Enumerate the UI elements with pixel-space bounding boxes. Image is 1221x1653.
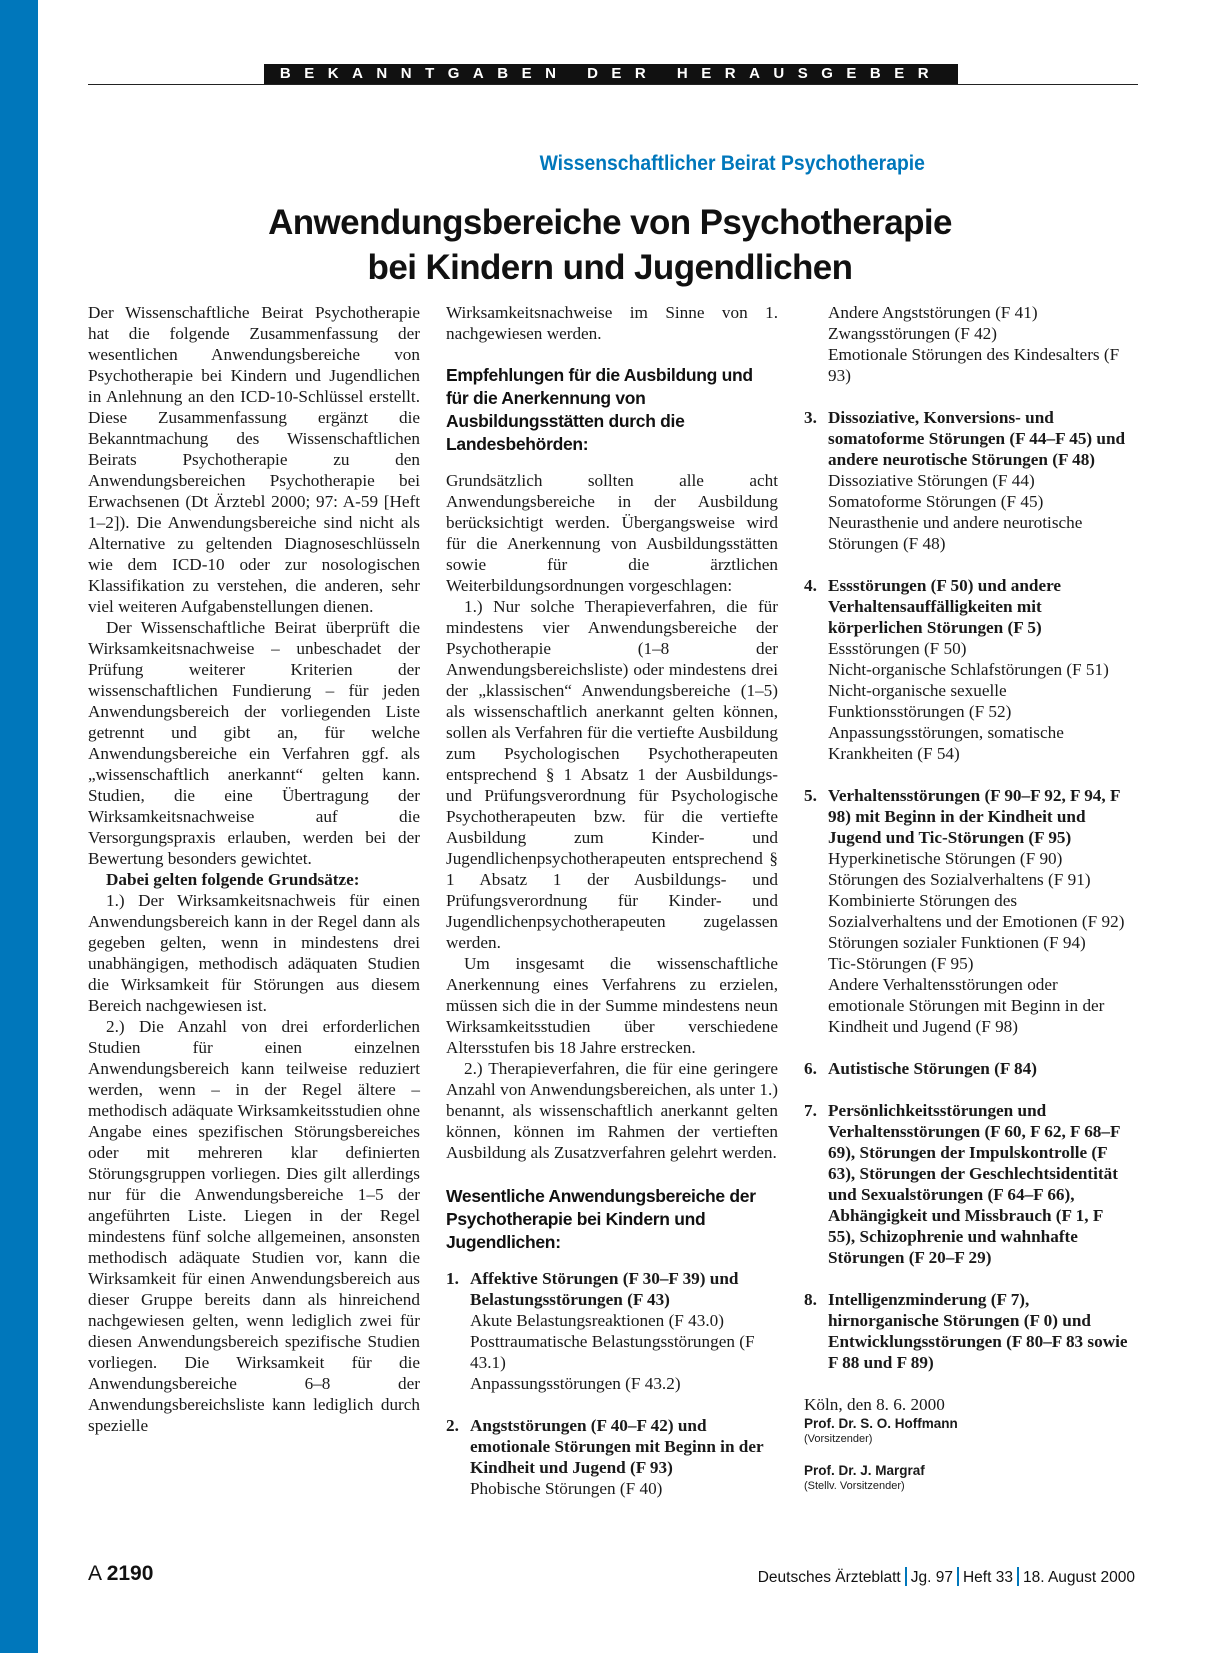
areas-list-part-2: [804, 302, 1134, 1373]
signatory-1-name: Prof. Dr. S. O. Hoffmann: [804, 1416, 958, 1431]
item-sub: Nicht-organische Schlafstörungen (F 51): [828, 660, 1109, 679]
signatory-2-name: Prof. Dr. J. Margraf: [804, 1463, 925, 1478]
item-sub: Phobische Störungen (F 40): [470, 1479, 663, 1498]
item-sub: Hyperkinetische Störungen (F 90): [828, 849, 1063, 868]
place-date: Köln, den 8. 6. 2000: [804, 1395, 945, 1414]
rule-1: 1.) Der Wirksamkeitsnachweis für einen Anwendungsbereich kann in der Regel dann als gegeben gelten, wenn in mindestens drei unabhängigen, methodisch adäquaten Studien die Wirksamkeit für Störungen aus diesem Bereich nachgewiesen ist.: [88, 891, 420, 1015]
list-item: [804, 785, 1134, 1037]
list-item: [446, 1415, 778, 1499]
item-sub: Neurasthenie und andere neurotische Störungen (F 48): [828, 513, 1083, 553]
page-number: [88, 1562, 153, 1586]
item-number: 1.: [446, 1269, 459, 1288]
footer-separator: [905, 1567, 907, 1586]
item-category: Affektive Störungen (F 30–F 39) und Belastungsstörungen (F 43): [470, 1269, 739, 1309]
item-sub: Nicht-organische sexuelle Funktionsstörungen (F 52): [828, 681, 1012, 721]
training-heading: Empfehlungen für die Ausbildung und für die Anerkennung von Ausbildungsstätten durch die Landesbehörden:: [446, 365, 753, 454]
page-prefix: A: [88, 1562, 101, 1585]
training-paragraph-3: Um insgesamt die wissenschaftliche Anerkennung eines Verfahrens zu erzielen, müssen sich die in der Summe mindestens neun Wirksamkeitsstudien über verschiedene Altersstufen bis 18 Jahre erstrecken.: [446, 954, 778, 1057]
item-sub: Kombinierte Störungen des Sozialverhaltens und der Emotionen (F 92): [828, 891, 1125, 931]
item-number: 5.: [804, 786, 817, 805]
blue-sidebar-bar: [0, 0, 38, 1653]
footer-separator: [1017, 1567, 1019, 1586]
journal-issue: Heft 33: [962, 1569, 1013, 1586]
list-item-continued: [804, 302, 1134, 386]
column-2: [446, 302, 778, 1520]
item-category: Intelligenzminderung (F 7), hirnorganische Störungen (F 0) und Entwicklungsstörungen (F 80–F 83 sowie F 88 und F 89): [828, 1290, 1128, 1372]
item-sub: Andere Angststörungen (F 41): [828, 303, 1038, 322]
item-sub: Essstörungen (F 50): [828, 639, 967, 658]
column-3: [804, 302, 1134, 1509]
item-number: 2.: [446, 1416, 459, 1435]
training-paragraph-4: 2.) Therapieverfahren, die für eine geringere Anzahl von Anwendungsbereichen, als unter 1.) benannt, als wissenschaftlich anerkannt gelten können, können im Rahmen der vertieften Ausbildung als Zusatzverfahren gelehrt werden.: [446, 1059, 778, 1162]
item-category: Angststörungen (F 40–F 42) und emotionale Störungen mit Beginn in der Kindheit und Jugend (F 93): [470, 1416, 764, 1477]
item-category: Essstörungen (F 50) und andere Verhaltensauffälligkeiten mit körperlichen Störungen (F 5): [828, 576, 1062, 637]
item-sub: Störungen sozialer Funktionen (F 94): [828, 933, 1086, 952]
item-sub: Posttraumatische Belastungsstörungen (F 43.1): [470, 1332, 755, 1372]
item-category: Verhaltensstörungen (F 90–F 92, F 94, F 98) mit Beginn in der Kindheit und Jugend und Tic-Störungen (F 95): [828, 786, 1120, 847]
item-sub: Emotionale Störungen des Kindesalters (F 93): [828, 345, 1120, 385]
article-kicker: Wissenschaftlicher Beirat Psychotherapie: [539, 152, 925, 175]
item-sub: Tic-Störungen (F 95): [828, 954, 974, 973]
item-category: Persönlichkeitsstörungen und Verhaltensstörungen (F 60, F 62, F 68–F 69), Störungen der Impulskontrolle (F 63), Störungen der Geschlechtsidentität und Sexualstörungen (F 64–F 66), Abhängigkeit und Missbrauch (F 1, F 55), Schizophrenie und wahnhafte Störungen (F 20–F 29): [828, 1101, 1120, 1267]
section-banner: BEKANNTGABEN DER HERAUSGEBER: [264, 64, 958, 84]
areas-heading: Wesentliche Anwendungsbereiche der Psychotherapie bei Kindern und Jugendlichen:: [446, 1186, 756, 1252]
item-sub: Störungen des Sozialverhaltens (F 91): [828, 870, 1091, 889]
signatory-1-role: (Vorsitzender): [804, 1433, 873, 1445]
list-item: [804, 407, 1134, 554]
journal-name: Deutsches Ärzteblatt: [757, 1569, 901, 1586]
article-title: [250, 200, 970, 290]
item-sub: Andere Verhaltensstörungen oder emotionale Störungen mit Beginn in der Kindheit und Jugend (F 98): [828, 975, 1105, 1036]
item-number: 8.: [804, 1290, 817, 1309]
rule-2: 2.) Die Anzahl von drei erforderlichen Studien für einen einzelnen Anwendungsbereich kann teilweise reduziert werden, wenn – in der Regel ältere – methodisch adäquate Wirksamkeitsstudien ohne Angabe eines spezifischen Störungsbereiches oder mit mehreren klar definierten Störungsgruppen vorliegen. Dies gilt allerdings nur für die Anwendungsbereiche 1–5 der angeführten Liste. Liegen in der Regel mindestens fünf solche allgemeinen, ansonsten methodisch adäquate Studien vor, kann die Wirksamkeit für einen Anwendungsbereich aus dieser Gruppe bereits dann als hinreichend nachgewiesen gelten, wenn lediglich zwei für diesen Anwendungsbereich spezifische Studien vorliegen. Die Wirksamkeit für die Anwendungsbereiche 6–8 der Anwendungsbereichsliste kann lediglich durch spezielle: [88, 1017, 420, 1435]
item-sub: Dissoziative Störungen (F 44): [828, 471, 1035, 490]
paragraph-review: Der Wissenschaftliche Beirat überprüft die Wirksamkeitsnachweise – unbeschadet der Prüfung weiterer Kriterien der wissenschaftlichen Fundierung – für jeden Anwendungsbereich der vorliegenden Liste getrennt und gibt an, für welche Anwendungsbereiche ein Verfahren ggf. als „wissenschaftlich anerkannt“ gelten kann. Studien, die eine Übertragung der Wirksamkeitsnachweise auf die Versorgungspraxis erlauben, werden bei der Bewertung besonders gewichtet.: [88, 618, 420, 868]
item-number: 7.: [804, 1101, 817, 1120]
training-paragraph-2: 1.) Nur solche Therapieverfahren, die für mindestens vier Anwendungsbereiche der Psychotherapie (1–8 der Anwendungsbereichsliste) oder mindestens drei der „klassischen“ Anwendungsbereiche (1–5) als wissenschaftlich anerkannt gelten können, sollen als Verfahren für die vertiefte Ausbildung zum Psychologischen Psychotherapeuten entsprechend § 1 Absatz 1 der Ausbildungs- und Prüfungsverordnung für Psychologische Psychotherapeuten bzw. für die vertiefte Ausbildung zum Kinder- und Jugendlichenpsychotherapeuten entsprechend § 1 Absatz 1 der Ausbildungs- und Prüfungsverordnung für Kinder- und Jugendlichenpsychotherapeuten zugelassen werden.: [446, 597, 778, 952]
rules-heading: Dabei gelten folgende Grundsätze:: [106, 870, 360, 889]
paragraph-continued: Wirksamkeitsnachweise im Sinne von 1. nachgewiesen werden.: [446, 303, 778, 343]
list-item: [804, 1289, 1134, 1373]
item-sub: Zwangsstörungen (F 42): [828, 324, 997, 343]
journal-footer: [758, 1567, 1135, 1587]
areas-list-part-1: [446, 1268, 778, 1499]
item-sub: Anpassungsstörungen (F 43.2): [470, 1374, 681, 1393]
title-line-2: bei Kindern und Jugendlichen: [367, 248, 853, 287]
list-item: [804, 575, 1134, 764]
signatory-2-role: (Stellv. Vorsitzender): [804, 1480, 905, 1492]
column-1: [88, 302, 420, 1436]
item-sub: Anpassungsstörungen, somatische Krankheiten (F 54): [828, 723, 1064, 763]
journal-volume: Jg. 97: [910, 1569, 953, 1586]
intro-paragraph: Der Wissenschaftliche Beirat Psychotherapie hat die folgende Zusammenfassung der wesentlichen Anwendungsbereiche von Psychotherapie bei Kindern und Jugendlichen in Anlehnung an den ICD-10-Schlüssel erstellt. Diese Zusammenfassung ergänzt die Bekanntmachung des Wissenschaftlichen Beirats Psychotherapie zu den Anwendungsbereichen Psychotherapie bei Erwachsenen (Dt Ärztebl 2000; 97: A-59 [Heft 1–2]). Die Anwendungsbereiche sind nicht als Alternative zu geltenden Diagnoseschlüsseln wie dem ICD-10 oder zur nosologischen Klassifikation zu verstehen, die anderen, sehr viel weiteren Aufgabenstellungen dienen.: [88, 303, 420, 616]
page-number-value: 2190: [106, 1562, 154, 1585]
item-category: Autistische Störungen (F 84): [828, 1059, 1037, 1078]
list-item: [804, 1058, 1134, 1079]
header-rule: [88, 84, 1138, 85]
journal-date: 18. August 2000: [1022, 1569, 1135, 1586]
item-number: 4.: [804, 576, 817, 595]
footer-separator: [957, 1567, 959, 1586]
list-item: [804, 1100, 1134, 1268]
item-sub: Somatoforme Störungen (F 45): [828, 492, 1044, 511]
item-sub: Akute Belastungsreaktionen (F 43.0): [470, 1311, 724, 1330]
training-paragraph-1: Grundsätzlich sollten alle acht Anwendungsbereiche in der Ausbildung berücksichtigt werden. Übergangsweise wird für die Anerkennung von Ausbildungsstätten sowie für die ärztlichen Weiterbildungsordnungen vorgeschlagen:: [446, 471, 778, 595]
item-number: 3.: [804, 408, 817, 427]
item-category: Dissoziative, Konversions- und somatoforme Störungen (F 44–F 45) und andere neurotische Störungen (F 48): [828, 408, 1126, 469]
list-item: [446, 1268, 778, 1394]
item-number: 6.: [804, 1059, 817, 1078]
title-line-1: Anwendungsbereiche von Psychotherapie: [268, 203, 952, 242]
